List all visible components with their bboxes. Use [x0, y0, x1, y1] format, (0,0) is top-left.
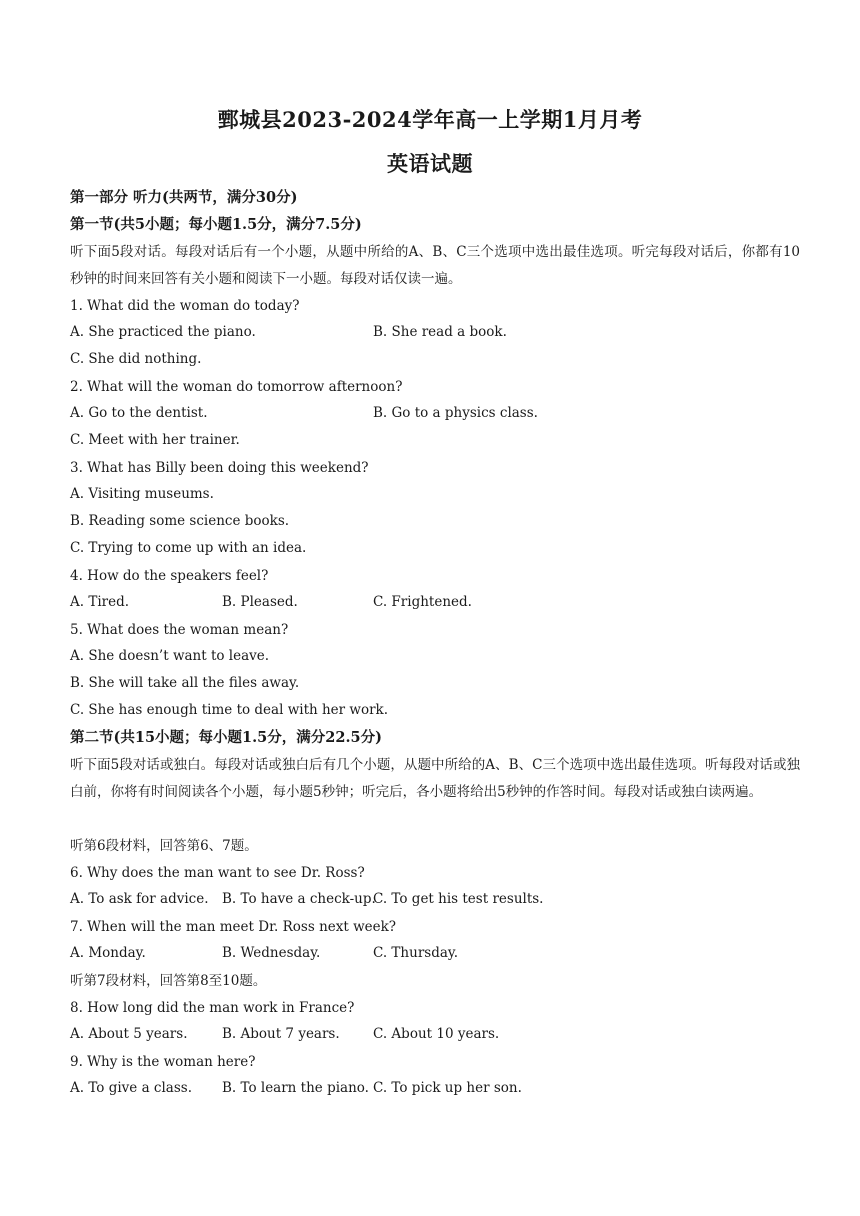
q4-option-c: C. Frightened.: [373, 594, 472, 610]
q1-option-c: C. She did nothing.: [70, 351, 202, 367]
q3-option-c: C. Trying to come up with an idea.: [70, 540, 307, 556]
exam-title: 鄄城县2023-2024学年高一上学期1月月考: [217, 107, 643, 132]
q7-option-a: A. Monday.: [70, 945, 146, 961]
q6-option-c: C. To get his test results.: [373, 891, 544, 907]
section2-heading: 第二节(共15小题；每小题1.5分，满分22.5分): [70, 729, 382, 746]
q4-question: 4. How do the speakers feel?: [70, 568, 269, 584]
q9-option-c: C. To pick up her son.: [373, 1080, 522, 1096]
q1-question: 1. What did the woman do today?: [70, 298, 300, 314]
q1-option-a: A. She practiced the piano.: [70, 324, 256, 340]
section1-instructions: 听下面5段对话。每段对话后有一个小题，从题中所给的A、B、C三个选项中选出最佳选项。听完每段对话后，你都有10秒钟的时间来回答有关小题和阅读下一小题。每段对话仅读一遍。: [70, 244, 800, 287]
q8-question: 8. How long did the man work in France?: [70, 1000, 355, 1016]
q3-option-a: A. Visiting museums.: [70, 486, 214, 502]
q8-option-b: B. About 7 years.: [222, 1026, 340, 1042]
q7-option-c: C. Thursday.: [373, 945, 459, 961]
q8-option-c: C. About 10 years.: [373, 1026, 500, 1042]
q2-option-b: B. Go to a physics class.: [373, 405, 538, 421]
q8-option-a: A. About 5 years.: [70, 1026, 188, 1042]
q4-option-b: B. Pleased.: [222, 594, 298, 610]
material7-note: 听第7段材料，回答第8至10题。: [70, 973, 267, 989]
q2-option-c: C. Meet with her trainer.: [70, 432, 240, 448]
material6-note: 听第6段材料，回答第6、7题。: [70, 838, 258, 854]
q2-option-a: A. Go to the dentist.: [70, 405, 208, 421]
q3-question: 3. What has Billy been doing this weekend?: [70, 460, 369, 476]
q6-option-b: B. To have a check-up.: [222, 891, 376, 907]
q1-option-b: B. She read a book.: [373, 324, 507, 340]
part1-heading: 第一部分 听力(共两节，满分30分): [70, 189, 298, 206]
q9-question: 9. Why is the woman here?: [70, 1054, 256, 1070]
q9-option-a: A. To give a class.: [70, 1080, 192, 1096]
section1-heading: 第一节(共5小题；每小题1.5分，满分7.5分): [70, 216, 362, 233]
q6-question: 6. Why does the man want to see Dr. Ross?: [70, 865, 365, 881]
q9-option-b: B. To learn the piano.: [222, 1080, 369, 1096]
q5-option-b: B. She will take all the files away.: [70, 675, 300, 691]
q2-question: 2. What will the woman do tomorrow afternoon?: [70, 379, 403, 395]
q7-question: 7. When will the man meet Dr. Ross next week?: [70, 919, 397, 935]
q4-option-a: A. Tired.: [70, 594, 130, 610]
q3-option-b: B. Reading some science books.: [70, 513, 290, 529]
q6-option-a: A. To ask for advice.: [70, 891, 209, 907]
exam-subtitle: 英语试题: [387, 151, 473, 176]
q5-option-a: A. She doesn’t want to leave.: [70, 648, 270, 664]
q5-question: 5. What does the woman mean?: [70, 622, 289, 638]
section2-instructions: 听下面5段对话或独白。每段对话或独白后有几个小题，从题中所给的A、B、C三个选项中选出最佳选项。听每段对话或独白前，你将有时间阅读各个小题，每小题5秒钟；听完后，各小题将给出5秒钟的作答时间。每段对话或独白读两遍。: [70, 757, 800, 800]
q7-option-b: B. Wednesday.: [222, 945, 321, 961]
q5-option-c: C. She has enough time to deal with her work.: [70, 702, 389, 718]
